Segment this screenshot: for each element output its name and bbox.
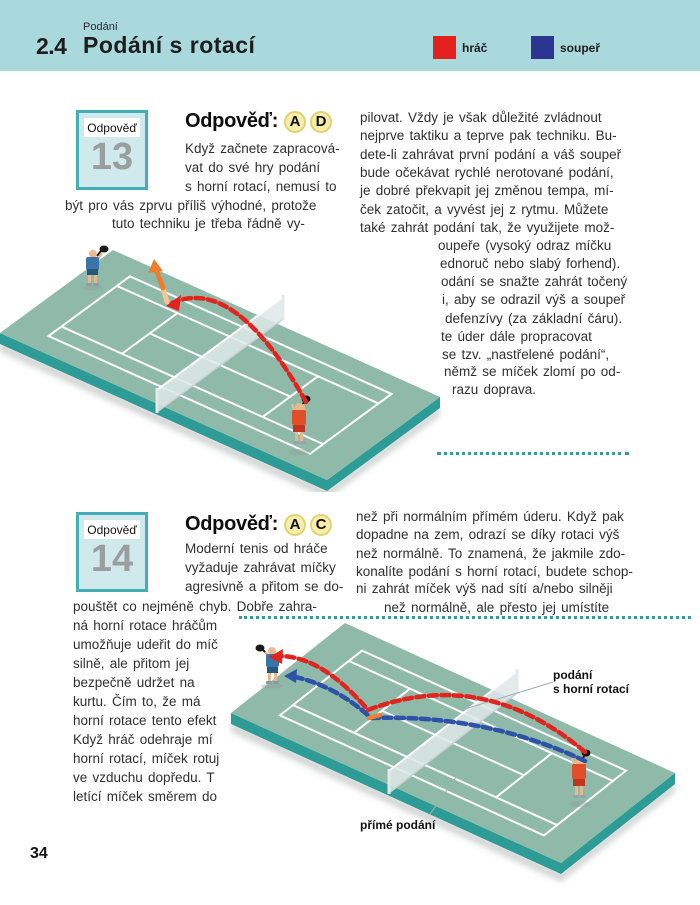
answer13-column-line: pilovat. Vždy je však důležité zvládnout (360, 110, 602, 125)
flat-serve-bounce-accent (369, 715, 380, 718)
answer13-column-line: nejprve taktiku a teprve pak techniku. Bu- (360, 128, 617, 143)
page-title: Podání s rotací (83, 32, 256, 58)
answer14-text-line: letící míček směrem do (73, 789, 218, 804)
answer13-column-line: te úder dále propracovat (441, 329, 592, 344)
answer14-text-line: horní rotací, míček rotuj (73, 751, 220, 766)
answer13-column-line: ednoruč nebo slabý forhend). (440, 256, 621, 271)
answer-13-box (76, 110, 148, 190)
answer13-column-line: oupeře (vysoký odraz míčku (438, 238, 612, 253)
answer14-text-line: pouštět co nejméně chyb. Dobře zahra- (73, 599, 317, 614)
answer-box-label: Odpověď (84, 118, 140, 137)
answer14-text-line: kurtu. Čím to, že má (73, 694, 201, 709)
opponent-player-icon (256, 645, 284, 689)
court-diagram-1 (0, 240, 442, 492)
answer14-column-line: dopadne na zem, odrazí se díky rotaci výš (356, 527, 620, 542)
answer-box-label: Odpověď (84, 520, 140, 539)
answer13-column-line: bude očekávat rychlé nerotované podání, (360, 165, 614, 180)
answer14-column-line: než při normálním přímém úderu. Když pak (356, 509, 624, 524)
answer13-text-line: vat do své hry podání (185, 160, 321, 175)
answer13-text-line: s horní rotací, nemusí to (185, 179, 337, 194)
choice-coin-a: A (284, 111, 306, 133)
answer-14-box (76, 512, 148, 592)
answer13-column-line: odání se snažte zahrát točený (441, 274, 628, 289)
bounce-arrowhead-icon (148, 259, 163, 273)
answer13-column-line: i, aby se odrazil výš a soupeř (442, 292, 626, 307)
answer14-column-line: než normálně. To znamená, že jakmile zdo- (356, 546, 626, 561)
court-diagram-2 (228, 616, 700, 905)
answer13-column-line: ček zatočit, a vyvést jej z rytmu. Můžete (360, 202, 609, 217)
answer14-text-line: ná horní rotace hráčům (73, 618, 218, 633)
topspin-serve-label-line1: podání (553, 668, 593, 682)
answer13-column-line: také zahrát podání tak, že využijete mož- (360, 220, 615, 235)
chapter-kicker: Podání (83, 21, 118, 33)
answer-box-number: 14 (90, 538, 134, 580)
answer-14-heading (185, 513, 332, 536)
answer14-text-line: umožňuje udeřit do míč (73, 637, 218, 652)
legend-opponent-label: soupeř (560, 41, 601, 55)
answer13-text-line: být pro vás zprvu příliš výhodné, protože (65, 198, 317, 213)
answer13-column-line: razu doprava. (452, 382, 537, 397)
answer-heading-word: Odpověď: (185, 110, 279, 132)
answer14-text-line: agresivně a přitom se do- (185, 579, 344, 594)
answer14-text-line: Když hráč odehraje mí (73, 732, 213, 747)
section-number: 2.4 (36, 33, 67, 59)
answer14-text-line: silně, ale přitom jej (73, 656, 190, 671)
answer13-column-line: se tzv. „nastřelené podání“, (442, 347, 610, 362)
answer-heading-word: Odpověď: (185, 513, 279, 535)
answer13-column-line: němž se míček zlomí po od- (444, 364, 621, 379)
choice-coin-d: D (310, 111, 332, 133)
dotted-separator (437, 452, 629, 455)
page-number: 34 (30, 845, 48, 862)
answer13-text-line: tuto techniku je třeba řádně vy- (112, 216, 305, 231)
answer14-text-line: Moderní tenis od hráče (185, 541, 328, 556)
answer13-column-line: je dobré překvapit jej změnou tempa, mí- (360, 183, 614, 198)
flat-serve-label: přímé podání (360, 818, 436, 832)
answer13-column-line: defenzívy (za základní čáru). (445, 311, 623, 326)
topspin-serve-label-line2: s horní rotací (553, 682, 630, 696)
legend-player-swatch (433, 36, 456, 59)
answer14-text-line: bezpečně udržet na (73, 675, 195, 690)
answer14-text-line: vyžaduje zahrávat míčky (185, 560, 336, 575)
answer14-column-line: než normálně, ale přesto jej umístíte (384, 600, 610, 615)
topspin-serve-label (553, 668, 629, 696)
answer13-column-line: dete-li zahrávat první podání a váš soupeř (360, 147, 622, 162)
answer14-text-line: ve vzduchu dopředu. T (73, 770, 215, 785)
answer14-text-line: horní rotace tento efekt (73, 713, 217, 728)
answer14-column-line: ni zahrát míček výš nad sítí a/nebo silněji (356, 581, 613, 596)
answer13-text-line: Když začnete zapracová- (185, 141, 340, 156)
answer-13-heading (185, 110, 332, 133)
answer-box-number: 13 (90, 136, 134, 178)
choice-coin-c: C (310, 514, 332, 536)
answer14-column-line: konalíte podání s horní rotací, budete schop- (356, 564, 633, 579)
legend-opponent-swatch (531, 36, 554, 59)
choice-coin-a: A (284, 514, 306, 536)
legend-player-label: hráč (462, 41, 488, 55)
